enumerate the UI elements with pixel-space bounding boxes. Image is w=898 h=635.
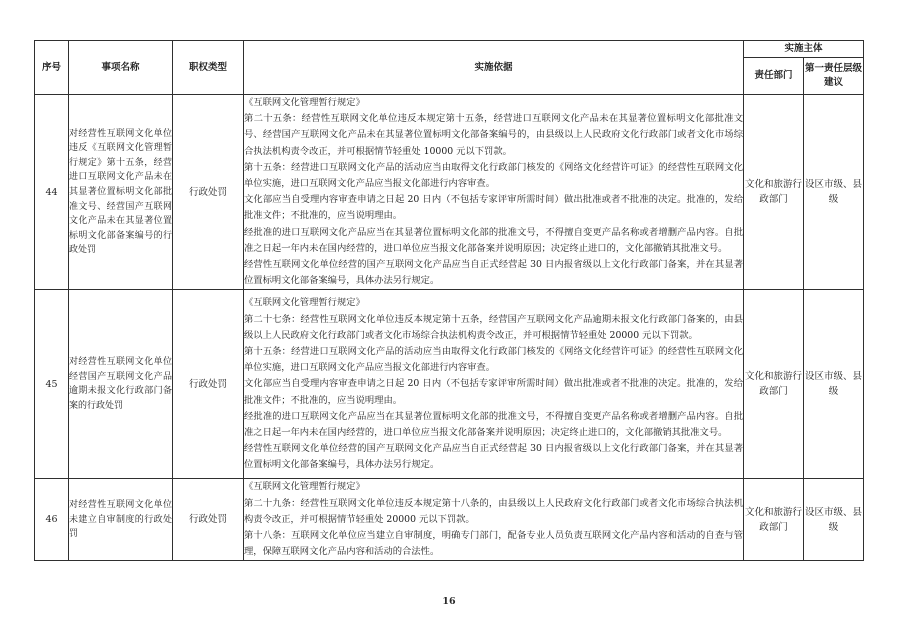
basis-paragraph: 经营性互联网文化单位经营的国产互联网文化产品应当自正式经营起 30 日内报省级以上文化行政部门备案，并在其显著位置标明文化部备案编号，具体办法另行规定。 <box>244 443 743 471</box>
item-name-text: 对经营性互联网文化单位经营国产互联网文化产品逾期未报文化行政部门备案的行政处罚 <box>69 357 172 412</box>
basis-paragraph: 第二十五条：经营性互联网文化单位违反本规定第十五条，经营进口互联网文化产品未在其显著位置标明文化部批准文号、经营国产互联网文化产品未在其显著位置标明文化部备案编号的，由县级以上人民政府文化行政部门或者文化市场综合执法机构责令改正，并可根据情节轻重处 10000 元以下罚款。 <box>244 113 743 157</box>
department-cell: 文化和旅游行政部门 <box>744 479 804 561</box>
basis-paragraph: 《互联网文化管理暂行规定》 <box>244 297 365 309</box>
power-list-table <box>34 40 864 561</box>
header-col-subject: 实施主体 <box>744 41 864 58</box>
header-col-no: 序号 <box>35 41 69 95</box>
basis-paragraph: 第十八条：互联网文化单位应当建立自审制度，明确专门部门，配备专业人员负责互联网文化产品内容和活动的自查与管理，保障互联网文化产品内容和活动的合法性。 <box>244 530 743 558</box>
header-col-item: 事项名称 <box>69 41 173 95</box>
item-name-text: 对经营性互联网文化单位违反《互联网文化管理暂行规定》第十五条，经营进口互联网文化产品未在其显著位置标明文化部批准文号、经营国产互联网文化产品未在其显著位置标明文化部备案编号的行政处罚 <box>69 128 172 256</box>
power-type-cell: 行政处罚 <box>173 290 244 479</box>
header-col-level: 第一责任层级建议 <box>804 58 864 95</box>
item-name-text: 对经营性互联网文化单位未建立自审制度的行政处罚 <box>69 500 172 540</box>
basis-cell <box>244 479 744 561</box>
basis-paragraph: 第二十九条：经营性互联网文化单位违反本规定第十八条的，由县级以上人民政府文化行政部门或者文化市场综合执法机构责令改正，并可根据情节轻重处 20000 元以下罚款。 <box>244 497 743 525</box>
page-number: 16 <box>442 596 456 607</box>
item-name-cell <box>69 479 173 561</box>
basis-paragraph: 文化部应当自受理内容审查申请之日起 20 日内（不包括专家评审所需时间）做出批准或者不批准的决定。批准的，发给批准文件；不批准的，应当说明理由。 <box>244 378 743 406</box>
basis-paragraph: 第十五条：经营进口互联网文化产品的活动应当由取得文化行政部门核发的《网络文化经营许可证》的经营性互联网文化单位实施，进口互联网文化产品应当报文化部进行内容审查。 <box>244 161 743 190</box>
basis-paragraph: 文化部应当自受理内容审查申请之日起 20 日内（不包括专家评审所需时间）做出批准或者不批准的决定。批准的，发给批准文件；不批准的，应当说明理由。 <box>244 194 743 222</box>
basis-paragraph: 第十五条：经营进口互联网文化产品的活动应当由取得文化行政部门核发的《网络文化经营许可证》的经营性互联网文化单位实施，进口互联网文化产品应当报文化部进行内容审查。 <box>244 345 743 374</box>
basis-paragraph: 经批准的进口互联网文化产品应当在其显著位置标明文化部的批准文号，不得擅自变更产品名称或者增删产品内容。自批准之日起一年内未在国内经营的，进口单位应当报文化部备案并说明原因；决定终止进口的，文化部撤销其批准文号。 <box>244 410 743 438</box>
basis-paragraph: 第二十七条：经营性互联网文化单位违反本规定第十五条，经营国产互联网文化产品逾期未报文化行政部门备案的，由县级以上人民政府文化行政部门或者文化市场综合执法机构责令改正，并可根据情节轻重处 20000 元以下罚款。 <box>244 313 743 341</box>
header-row-top <box>35 41 864 58</box>
level-cell: 设区市级、县级 <box>804 95 864 290</box>
row-number: 45 <box>35 290 69 479</box>
table-row-45 <box>35 290 864 479</box>
basis-cell <box>244 290 744 479</box>
basis-paragraph: 经批准的进口互联网文化产品应当在其显著位置标明文化部的批准文号，不得擅自变更产品名称或者增删产品内容。自批准之日起一年内未在国内经营的，进口单位应当报文化部备案并说明原因；决定终止进口的，文化部撤销其批准文号。 <box>244 226 743 254</box>
header-col-power-type: 职权类型 <box>173 41 244 95</box>
basis-cell <box>244 95 744 290</box>
basis-paragraph: 《互联网文化管理暂行规定》 <box>244 481 365 493</box>
row-number: 44 <box>35 95 69 290</box>
basis-paragraph: 《互联网文化管理暂行规定》 <box>244 97 365 108</box>
item-name-cell <box>69 290 173 479</box>
table-row-46 <box>35 479 864 561</box>
header-col-basis: 实施依据 <box>244 41 744 95</box>
header-col-department: 责任部门 <box>744 58 804 95</box>
basis-paragraph: 经营性互联网文化单位经营的国产互联网文化产品应当自正式经营起 30 日内报省级以上文化行政部门备案，并在其显著位置标明文化部备案编号，具体办法另行规定。 <box>244 259 743 287</box>
item-name-cell <box>69 95 173 290</box>
power-type-cell: 行政处罚 <box>173 95 244 290</box>
department-cell: 文化和旅游行政部门 <box>744 290 804 479</box>
level-cell: 设区市级、县级 <box>804 479 864 561</box>
department-cell: 文化和旅游行政部门 <box>744 95 804 290</box>
row-number: 46 <box>35 479 69 561</box>
table-row-44 <box>35 95 864 290</box>
level-cell: 设区市级、县级 <box>804 290 864 479</box>
power-type-cell: 行政处罚 <box>173 479 244 561</box>
